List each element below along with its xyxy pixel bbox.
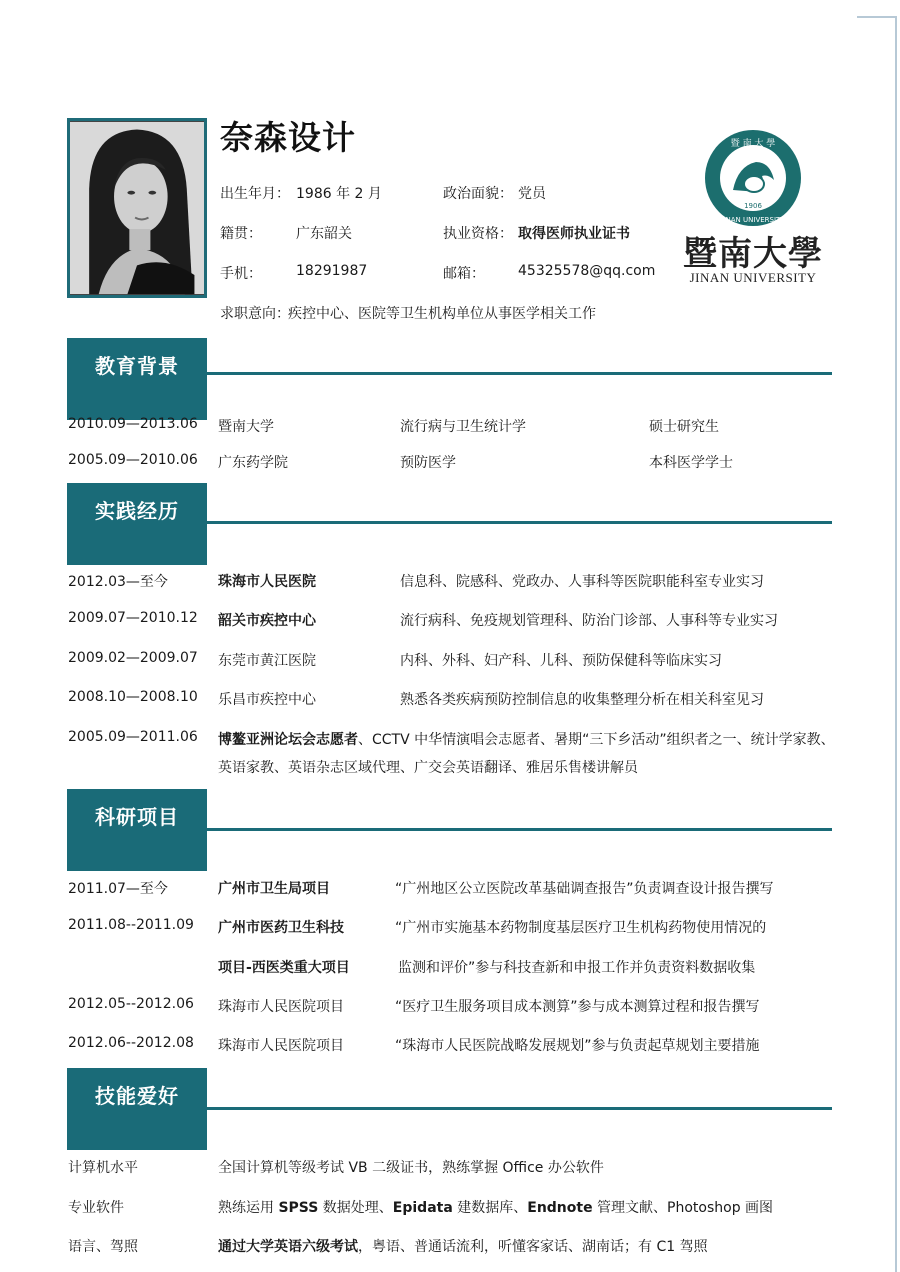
- email-value: 45325578@qq.com: [518, 263, 656, 279]
- research-desc: 监测和评价”参与科技查新和申报工作并负责资料数据收集: [398, 960, 756, 976]
- edu-degree: 本科医学学士: [649, 455, 733, 471]
- edu-date: 2005.09—2010.06: [68, 452, 198, 468]
- volunteer-line-1: [218, 729, 835, 749]
- objective-label: 求职意向：: [220, 306, 290, 322]
- research-desc: “珠海市人民医院战略发展规划”参与负责起草规划主要措施: [395, 1038, 760, 1054]
- practice-date: 2008.10—2008.10: [68, 689, 198, 705]
- research-date: 2012.05--2012.06: [68, 996, 194, 1012]
- research-desc: “医疗卫生服务项目成本测算”参与成本测算过程和报告撰写: [395, 999, 760, 1015]
- phone-label: 手机：: [220, 266, 262, 282]
- practice-desc: 信息科、院感科、党政办、人事科等医院职能科室专业实习: [400, 574, 764, 590]
- software-part: 建数据库、: [452, 1200, 528, 1216]
- practice-date: 2009.02—2009.07: [68, 650, 198, 666]
- birth-value: 1986 年 2 月: [296, 186, 382, 202]
- language-text: [218, 1236, 708, 1256]
- edu-date: 2010.09—2013.06: [68, 416, 198, 432]
- hometown-label: 籍贯：: [220, 226, 262, 242]
- email-label: 邮箱：: [443, 266, 485, 282]
- university-seal-icon: [678, 128, 828, 228]
- practice-desc: 熟悉各类疾病预防控制信息的收集整理分析在相关科室见习: [400, 692, 764, 708]
- practice-divider: [207, 521, 832, 524]
- profile-photo: [67, 118, 207, 298]
- software-part: 管理文献、Photoshop 画图: [592, 1200, 774, 1216]
- research-date: 2012.06--2012.08: [68, 1035, 194, 1051]
- language-rest: ，粤语、普通话流利，听懂客家话、湖南话；有 C1 驾照: [358, 1239, 708, 1255]
- computer-text: 全国计算机等级考试 VB 二级证书，熟练掌握 Office 办公软件: [218, 1160, 604, 1176]
- research-section-header: [67, 789, 207, 871]
- software-part: 熟练运用: [218, 1200, 279, 1216]
- phone-value: 18291987: [296, 263, 368, 279]
- license-value: 取得医师执业证书: [518, 226, 630, 242]
- research-project: 项目-西医类重大项目: [218, 960, 350, 976]
- politics-value: 党员: [518, 186, 546, 202]
- page-border: [895, 16, 897, 1272]
- software-label: 专业软件: [68, 1200, 124, 1216]
- logo-subtitle: JINAN UNIVERSITY: [689, 270, 817, 285]
- practice-desc: 内科、外科、妇产科、儿科、预防保健科等临床实习: [400, 653, 722, 669]
- education-title: 教育背景: [95, 354, 179, 378]
- research-divider: [207, 828, 832, 831]
- computer-label: 计算机水平: [68, 1160, 138, 1176]
- birth-label: 出生年月：: [220, 186, 290, 202]
- research-date: 2011.08--2011.09: [68, 917, 194, 933]
- edu-major: 流行病与卫生统计学: [400, 419, 526, 435]
- software-endnote: Endnote: [527, 1200, 593, 1216]
- education-section-header: [67, 338, 207, 420]
- objective-value: 疾控中心、医院等卫生机构单位从事医学相关工作: [288, 306, 596, 322]
- practice-org: 乐昌市疾控中心: [218, 692, 316, 708]
- language-label: 语言、驾照: [68, 1239, 138, 1255]
- politics-label: 政治面貌：: [443, 186, 513, 202]
- seal-chars: 暨 南 大 學: [730, 139, 776, 149]
- skills-section-header: [67, 1068, 207, 1150]
- research-desc: “广州市实施基本药物制度基层医疗卫生机构药物使用情况的: [395, 920, 767, 936]
- research-project: 珠海市人民医院项目: [218, 1038, 344, 1054]
- research-project: 广州市医药卫生科技: [218, 920, 344, 936]
- university-logo: [678, 128, 828, 288]
- edu-major: 预防医学: [400, 455, 456, 471]
- software-text: [218, 1197, 773, 1217]
- edu-school: 广东药学院: [218, 455, 288, 471]
- research-title: 科研项目: [95, 805, 179, 829]
- education-divider: [207, 372, 832, 375]
- software-epidata: Epidata: [392, 1200, 453, 1216]
- research-date: 2011.07—至今: [68, 881, 168, 897]
- practice-date: 2005.09—2011.06: [68, 729, 198, 745]
- research-project: 广州市卫生局项目: [218, 881, 330, 897]
- practice-date: 2012.03—至今: [68, 574, 168, 590]
- practice-org: 韶关市疾控中心: [218, 613, 316, 629]
- edu-degree: 硕士研究生: [649, 419, 719, 435]
- research-desc: “广州地区公立医院改革基础调查报告”负责调查设计报告撰写: [395, 881, 774, 897]
- edu-school: 暨南大学: [218, 419, 274, 435]
- resume-name: 奈森设计: [220, 118, 356, 157]
- volunteer-rest: 、CCTV 中华情演唱会志愿者、暑期“三下乡活动”组织者之一、统计学家教、: [358, 732, 835, 748]
- language-cet6: 通过大学英语六级考试: [218, 1239, 358, 1255]
- volunteer-bold: 博鳌亚洲论坛会志愿者: [218, 732, 358, 748]
- portrait-image: [70, 121, 204, 295]
- seal-year: 1906: [744, 202, 762, 210]
- practice-desc: 流行病科、免疫规划管理科、防治门诊部、人事科等专业实习: [400, 613, 778, 629]
- research-project: 珠海市人民医院项目: [218, 999, 344, 1015]
- practice-date: 2009.07—2010.12: [68, 610, 198, 626]
- software-spss: SPSS: [278, 1200, 319, 1216]
- logo-title: 暨南大學: [683, 234, 823, 274]
- skills-divider: [207, 1107, 832, 1110]
- volunteer-line-2: 英语家教、英语杂志区域代理、广交会英语翻译、雅居乐售楼讲解员: [218, 760, 638, 776]
- seal-ring-text: JINAN UNIVERSITY: [721, 216, 785, 224]
- practice-org: 东莞市黄江医院: [218, 653, 316, 669]
- software-part: 数据处理、: [318, 1200, 393, 1216]
- page-border-corner: [857, 16, 897, 18]
- practice-section-header: [67, 483, 207, 565]
- license-label: 执业资格：: [443, 226, 513, 242]
- hometown-value: 广东韶关: [296, 226, 352, 242]
- skills-title: 技能爱好: [95, 1084, 179, 1108]
- practice-org: 珠海市人民医院: [218, 574, 316, 590]
- practice-title: 实践经历: [95, 499, 179, 523]
